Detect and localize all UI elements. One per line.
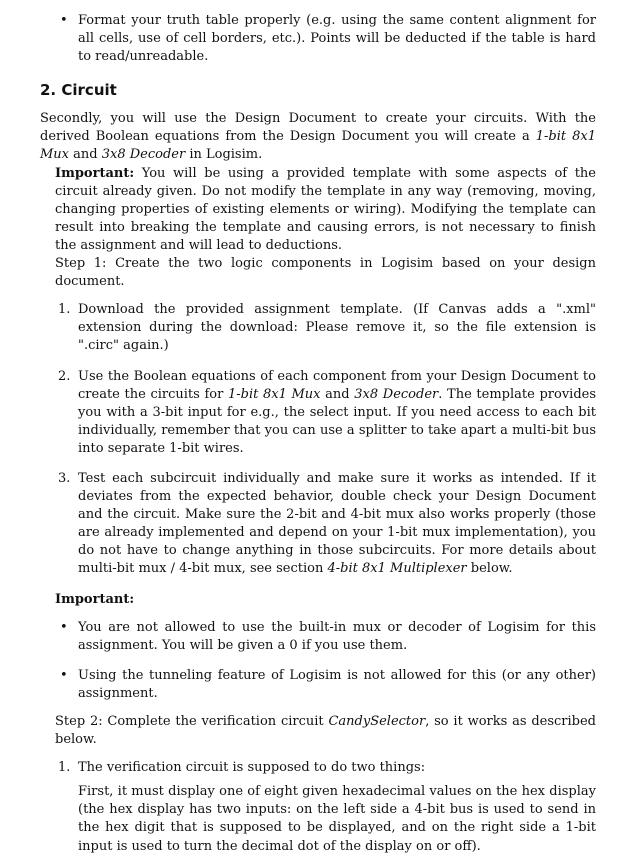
intro-paragraph	[40, 110, 596, 164]
list-number: 1.	[58, 760, 71, 776]
step1-item-1-text: Download the provided assignment template. (If Canvas adds a ".xml" extension during the download: Please remove it, so the file extension is ".circ" again.)	[78, 302, 596, 354]
step2-text: Step 2: Complete the verification circuit	[55, 714, 329, 729]
step2-item-1-subtext: First, it must display one of eight given hexadecimal values on the hex display (the hex display has two inputs: on the left side a 4-bit bus is used to send in the hex digit that is supposed to be displayed, and on the right side a 1-bit input is used to turn the decimal dot of the display on or off).	[78, 784, 596, 854]
step2-item-1-text: The verification circuit is supposed to do two things:	[78, 760, 426, 776]
important-heading: Important:	[55, 591, 135, 607]
important-label-inline: Important:	[55, 165, 135, 181]
step1-heading: Step 1: Create the two logic components in Logisim based on your design document.	[55, 256, 596, 290]
step1-item-2-mux: 1-bit 8x1 Mux	[227, 386, 321, 402]
step1-item-2-and: and	[320, 386, 355, 402]
bullet-icon: •	[60, 13, 68, 28]
important-item-2-text: Using the tunneling feature of Logisim is not allowed for this (or any other) assignment.	[78, 667, 596, 701]
section-link[interactable]: 4-bit 8x1 Multiplexer	[327, 561, 467, 577]
step2-item-1	[40, 759, 596, 855]
format-bullet-item	[40, 12, 596, 66]
important-paragraph	[40, 165, 596, 255]
step2-end: , so it works as described below.	[55, 714, 597, 748]
intro-decoder: 3x8 Decoder	[101, 147, 186, 163]
step2-circuit-name: CandySelector	[328, 714, 426, 729]
list-number: 1.	[58, 302, 71, 318]
step1-item-3	[40, 470, 596, 579]
bullet-icon: •	[60, 667, 68, 683]
step2-heading	[40, 713, 596, 749]
intro-end: in Logisim.	[185, 147, 263, 163]
step1-item-2-text-b: . The template provides you with a 3-bit input for e.g., the select input. If you need access to each bit individually, remember that you can use a splitter to take apart a multi-bit bus into separate 1-bit wires.	[78, 386, 597, 456]
important-item-1	[40, 619, 596, 655]
section-title: Circuit	[61, 81, 117, 100]
intro-and: and	[69, 147, 102, 163]
step1-item-2-decoder: 3x8 Decoder	[354, 386, 439, 402]
list-number: 3.	[58, 470, 71, 486]
important-item-2	[40, 667, 596, 703]
section-heading	[40, 80, 596, 100]
intro-text: Secondly, you will use the Design Document to create your circuits. With the derived Boolean equations from the Design Document you will create a	[40, 111, 596, 145]
document-page	[40, 12, 596, 856]
list-number: 2.	[58, 368, 71, 384]
step1-item-2	[40, 368, 596, 458]
intro-mux: 1-bit 8x1 Mux	[40, 129, 597, 163]
step1-item-3-text-a: Test each subcircuit individually and make sure it works as intended. If it deviates from the expected behavior, double check your Design Document and the circuit. Make sure the 2-bit and 4-bit mux also works properly (those are already implemented and depend on your 1-bit mux implementation), you do not have to change anything in those subcircuits. For more details about multi-bit mux / 4-bit mux, see section	[78, 470, 596, 577]
step1-item-1	[40, 301, 596, 355]
bullet-icon: •	[60, 619, 68, 635]
step2-list	[40, 759, 596, 855]
step1-item-3-text-b: below.	[466, 561, 513, 577]
important-item-1-text: You are not allowed to use the built-in mux or decoder of Logisim for this assignment. You will be given a 0 if you use them.	[78, 619, 596, 653]
step1-list	[40, 301, 596, 578]
important-list	[40, 619, 596, 703]
section-number: 2.	[40, 81, 57, 100]
step1-item-2-text-a: Use the Boolean equations of each component from your Design Document to create the circuits for	[78, 368, 596, 402]
important-text: You will be using a provided template with some aspects of the circuit already given. Do not modify the template in any way (removing, moving, changing properties of existing elements or wiring). Modifying the template can result into breaking the template and causing errors, is not necessary to finish the assignment and will lead to deductions.	[55, 165, 596, 253]
format-bullet-text: Format your truth table properly (e.g. using the same content alignment for all cells, use of cell borders, etc.). Points will be deducted if the table is hard to read/unreadable.	[78, 13, 596, 65]
